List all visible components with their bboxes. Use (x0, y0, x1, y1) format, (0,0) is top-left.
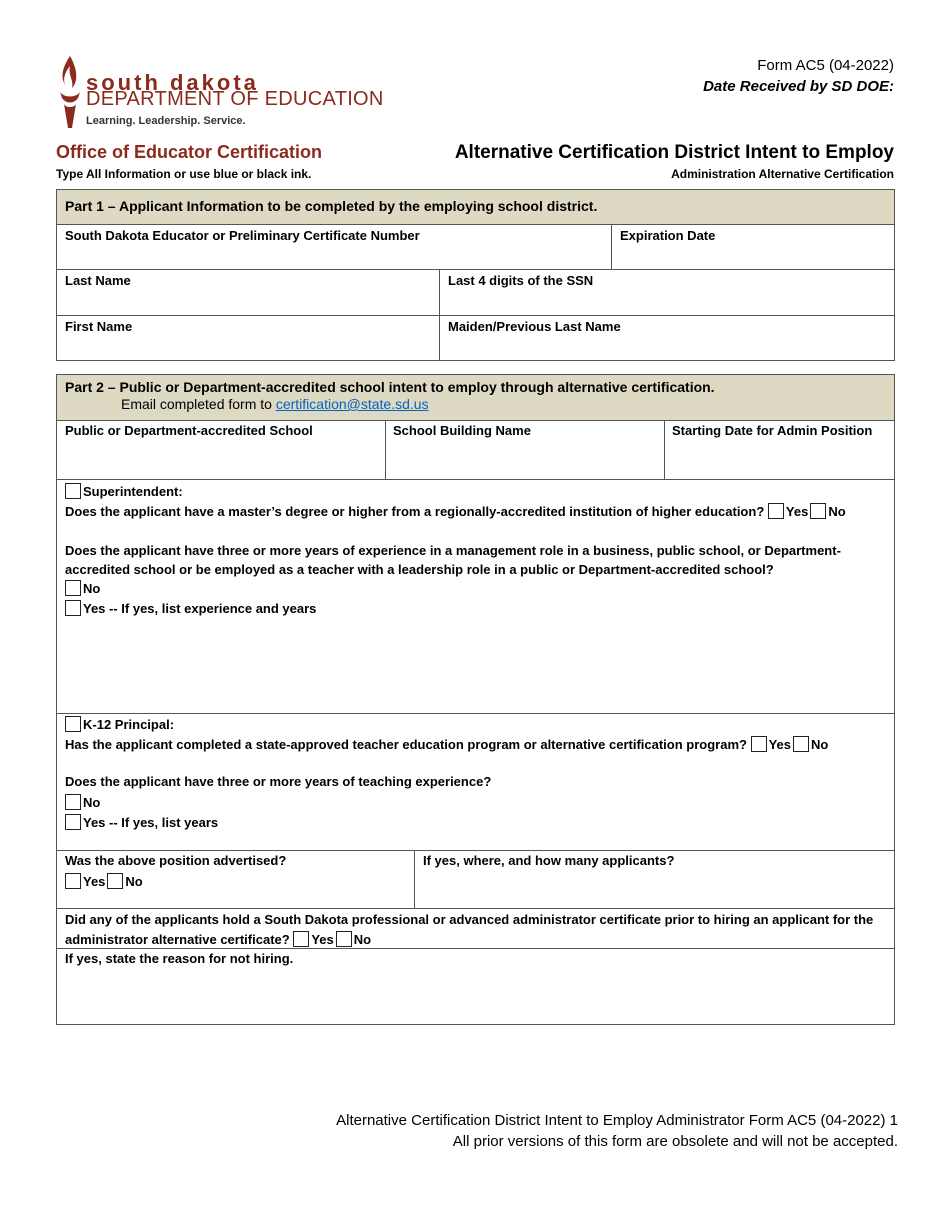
last-name-field[interactable]: Last Name (65, 273, 131, 288)
superintendent-experience-question: Does the applicant have three or more years of experience in a management role in a business, public school, or Department-accredited school or be employed as a teacher with a leadership role in a public or Department-accredited school? (65, 543, 841, 577)
footer-form-info: Alternative Certification District Intent to Employ Administrator Form AC5 (04-2022) 1 (336, 1112, 898, 1129)
part2-section (56, 374, 895, 1025)
part1-heading: Part 1 – Applicant Information to be completed by the employing school district. (57, 190, 894, 224)
ink-instruction: Type All Information or use blue or black ink. (56, 167, 312, 181)
date-received-label: Date Received by SD DOE: (703, 78, 894, 95)
applicants-where-field[interactable]: If yes, where, and how many applicants? (423, 853, 675, 868)
teaching-yes-label[interactable]: Yes -- If yes, list years (83, 815, 219, 830)
advertised-question: Was the above position advertised? (65, 853, 287, 868)
teaching-no-option (65, 794, 100, 810)
superintendent-label: Superintendent: (83, 484, 183, 499)
teaching-yes-option (65, 814, 218, 830)
program-yes-label: Yes (768, 737, 791, 752)
principal-checkbox[interactable] (65, 716, 81, 732)
form-id: Form AC5 (04-2022) (757, 57, 894, 74)
prior-no-checkbox[interactable] (336, 931, 352, 947)
cert-number-field[interactable]: South Dakota Educator or Preliminary Certificate Number (65, 228, 420, 243)
advertised-no-label: No (125, 874, 143, 889)
email-link[interactable]: certification@state.sd.us (275, 396, 429, 412)
principal-program-text: Has the applicant completed a state-approved teacher education program or alternative certification program? (65, 737, 747, 752)
prior-certificate-question (65, 910, 891, 950)
prior-certificate-text: Did any of the applicants hold a South Dakota professional or advanced administrator certificate prior to hiring an applicant for the administrator alternative certificate? (65, 912, 874, 947)
form-subtitle: Administration Alternative Certification (671, 167, 894, 181)
email-prefix: Email completed form to (121, 396, 276, 412)
principal-option (65, 716, 174, 732)
experience-no-checkbox[interactable] (65, 580, 81, 596)
logo-tagline: Learning. Leadership. Service. (86, 115, 246, 127)
building-name-field[interactable]: School Building Name (393, 423, 531, 438)
part2-heading (57, 375, 894, 420)
degree-yes-label: Yes (785, 504, 809, 519)
office-title: Office of Educator Certification (56, 142, 323, 162)
part1-section (56, 189, 895, 361)
principal-program-question (65, 736, 828, 752)
teaching-no-checkbox[interactable] (65, 794, 81, 810)
part2-heading-text: Part 2 – Public or Department-accredited school intent to employ through alternative certification. (65, 379, 715, 395)
advertised-no-checkbox[interactable] (107, 873, 123, 889)
experience-no-label: No (83, 581, 101, 596)
experience-yes-checkbox[interactable] (65, 600, 81, 616)
prior-yes-checkbox[interactable] (293, 931, 309, 947)
superintendent-checkbox[interactable] (65, 483, 81, 499)
experience-yes-option (65, 600, 316, 616)
logo-state-name: south dakota (86, 70, 259, 95)
experience-yes-label[interactable]: Yes -- If yes, list experience and years (83, 601, 317, 616)
first-name-field[interactable]: First Name (65, 319, 133, 334)
superintendent-option (65, 483, 183, 499)
program-no-checkbox[interactable] (793, 736, 809, 752)
ssn-field[interactable]: Last 4 digits of the SSN (448, 273, 594, 288)
sd-doe-logo (56, 54, 396, 130)
teaching-experience-question: Does the applicant have three or more years of teaching experience? (65, 774, 492, 789)
degree-no-label: No (828, 504, 846, 519)
advertised-options (65, 873, 143, 889)
degree-no-checkbox[interactable] (810, 503, 826, 519)
torch-flame-icon (56, 54, 84, 130)
form-title: Alternative Certification District Intent to Employ (454, 142, 894, 163)
start-date-field[interactable]: Starting Date for Admin Position (672, 423, 873, 438)
expiration-date-field[interactable]: Expiration Date (620, 228, 716, 243)
program-yes-checkbox[interactable] (751, 736, 767, 752)
advertised-yes-checkbox[interactable] (65, 873, 81, 889)
prior-no-label: No (353, 932, 372, 947)
experience-no-option (65, 580, 100, 596)
teaching-no-label: No (83, 795, 101, 810)
superintendent-degree-text: Does the applicant have a master’s degree or higher from a regionally-accredited institution of higher education? (65, 504, 765, 519)
maiden-name-field[interactable]: Maiden/Previous Last Name (448, 319, 621, 334)
principal-label: K-12 Principal: (83, 717, 175, 732)
school-field[interactable]: Public or Department-accredited School (65, 423, 313, 438)
footer-obsolete-notice: All prior versions of this form are obsolete and will not be accepted. (452, 1133, 898, 1150)
degree-yes-checkbox[interactable] (768, 503, 784, 519)
reason-not-hiring-field[interactable]: If yes, state the reason for not hiring. (65, 951, 294, 966)
superintendent-degree-question (65, 503, 846, 519)
program-no-label: No (811, 737, 829, 752)
prior-yes-label: Yes (311, 932, 334, 947)
logo-department-name: DEPARTMENT OF EDUCATION (86, 88, 384, 110)
advertised-yes-label: Yes (83, 874, 106, 889)
teaching-yes-checkbox[interactable] (65, 814, 81, 830)
